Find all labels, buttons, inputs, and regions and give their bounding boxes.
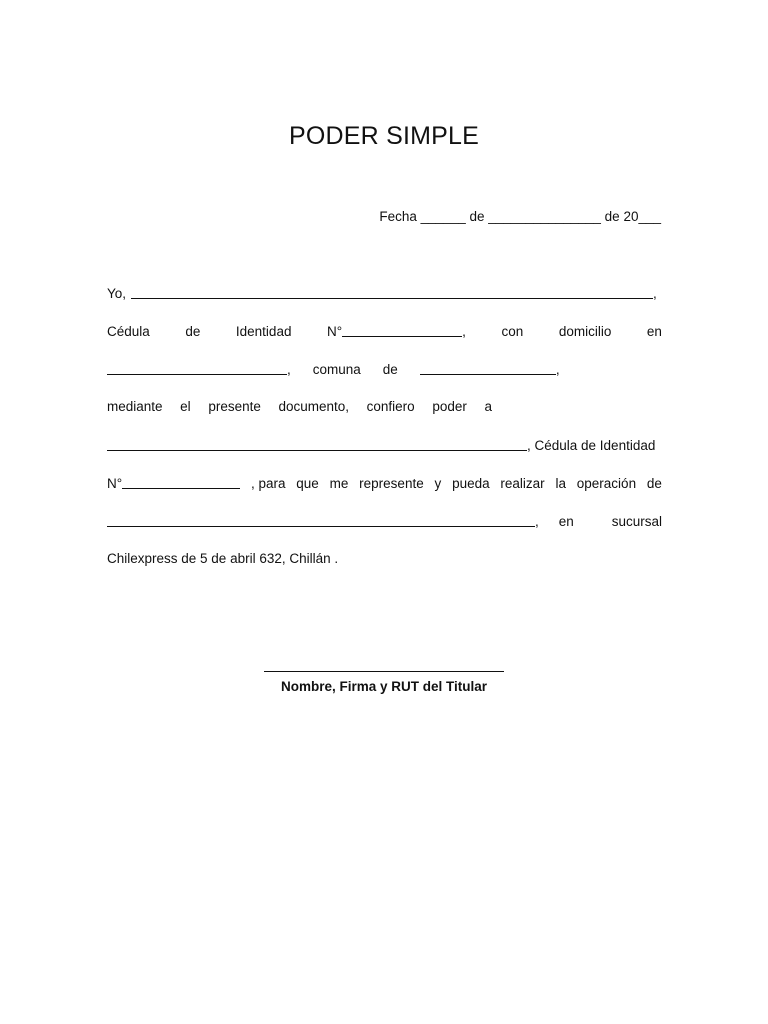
operacion-word-1: , para — [250, 476, 286, 491]
yo-comma: , — [653, 286, 657, 301]
signature-label: Nombre, Firma y RUT del Titular — [280, 679, 488, 694]
date-line — [379, 209, 661, 224]
cedula-word-1: Cédula — [107, 324, 150, 339]
en-word: en — [646, 324, 662, 339]
cedula-number-group — [327, 323, 466, 339]
apoderado-name-blank — [107, 438, 527, 451]
comuna-word: comuna — [312, 362, 361, 377]
operacion-word-3: me — [329, 476, 349, 491]
line-operacion — [107, 475, 662, 491]
domicilio-word: domicilio — [558, 324, 612, 339]
closing-text: Chilexpress de 5 de abril 632, Chillán . — [107, 551, 339, 566]
signature-line — [264, 671, 504, 672]
numero2-label: N° — [107, 476, 123, 491]
date-label: Fecha — [379, 209, 417, 224]
sucursal-word: sucursal — [611, 514, 662, 529]
operacion-word-4: represente — [359, 476, 424, 491]
mediante-word-1: mediante — [107, 399, 163, 414]
cedula-number-blank — [342, 324, 462, 337]
operacion-word-5: y — [434, 476, 442, 491]
operation-comma: , — [535, 514, 539, 529]
en2-word: en — [558, 514, 574, 529]
line-cedula — [107, 323, 662, 339]
date-de-1: de — [469, 209, 485, 224]
operacion-word-2: que — [296, 476, 319, 491]
operacion-word-6: pueda — [452, 476, 490, 491]
comuna-comma: , — [555, 362, 560, 377]
numero-comma: , — [462, 324, 466, 339]
yo-text: Yo, — [107, 286, 127, 301]
line-yo — [107, 285, 662, 301]
mediante-word-6: poder — [432, 399, 467, 414]
comuna-de-word: de — [382, 362, 398, 377]
cedula-word-2: de — [185, 324, 201, 339]
document-title: PODER SIMPLE — [289, 122, 479, 150]
operacion-word-10: de — [646, 476, 662, 491]
date-month-blank: _______________ — [488, 209, 601, 224]
numero-label: N° — [327, 324, 343, 339]
operacion-word-8: la — [555, 476, 566, 491]
mediante-word-2: el — [180, 399, 191, 414]
line-domicilio — [107, 361, 662, 377]
mediante-word-5: confiero — [366, 399, 415, 414]
address-blank — [107, 362, 287, 375]
operacion-word-7: realizar — [500, 476, 545, 491]
mediante-word-3: presente — [208, 399, 261, 414]
apoderado-number-group — [107, 475, 240, 491]
apoderado-number-blank — [122, 476, 240, 489]
line-closing — [107, 551, 662, 566]
name-blank — [131, 286, 653, 299]
mediante-word-7: a — [484, 399, 492, 414]
date-year-prefix: de 20 — [604, 209, 639, 224]
operacion-word-9: operación — [576, 476, 637, 491]
line-apoderado — [107, 437, 662, 453]
comuna-blank — [420, 362, 556, 375]
con-word: con — [501, 324, 524, 339]
line-mediante — [107, 399, 492, 414]
address-comma: , — [287, 362, 291, 377]
cedula-word-3: Identidad — [235, 324, 292, 339]
line-sucursal — [107, 513, 662, 529]
operation-blank — [107, 514, 535, 527]
mediante-word-4: documento, — [278, 399, 350, 414]
date-day-blank: ______ — [420, 209, 466, 224]
apoderado-cedula-text: , Cédula de Identidad — [527, 438, 656, 453]
date-year-blank: ___ — [638, 209, 661, 224]
